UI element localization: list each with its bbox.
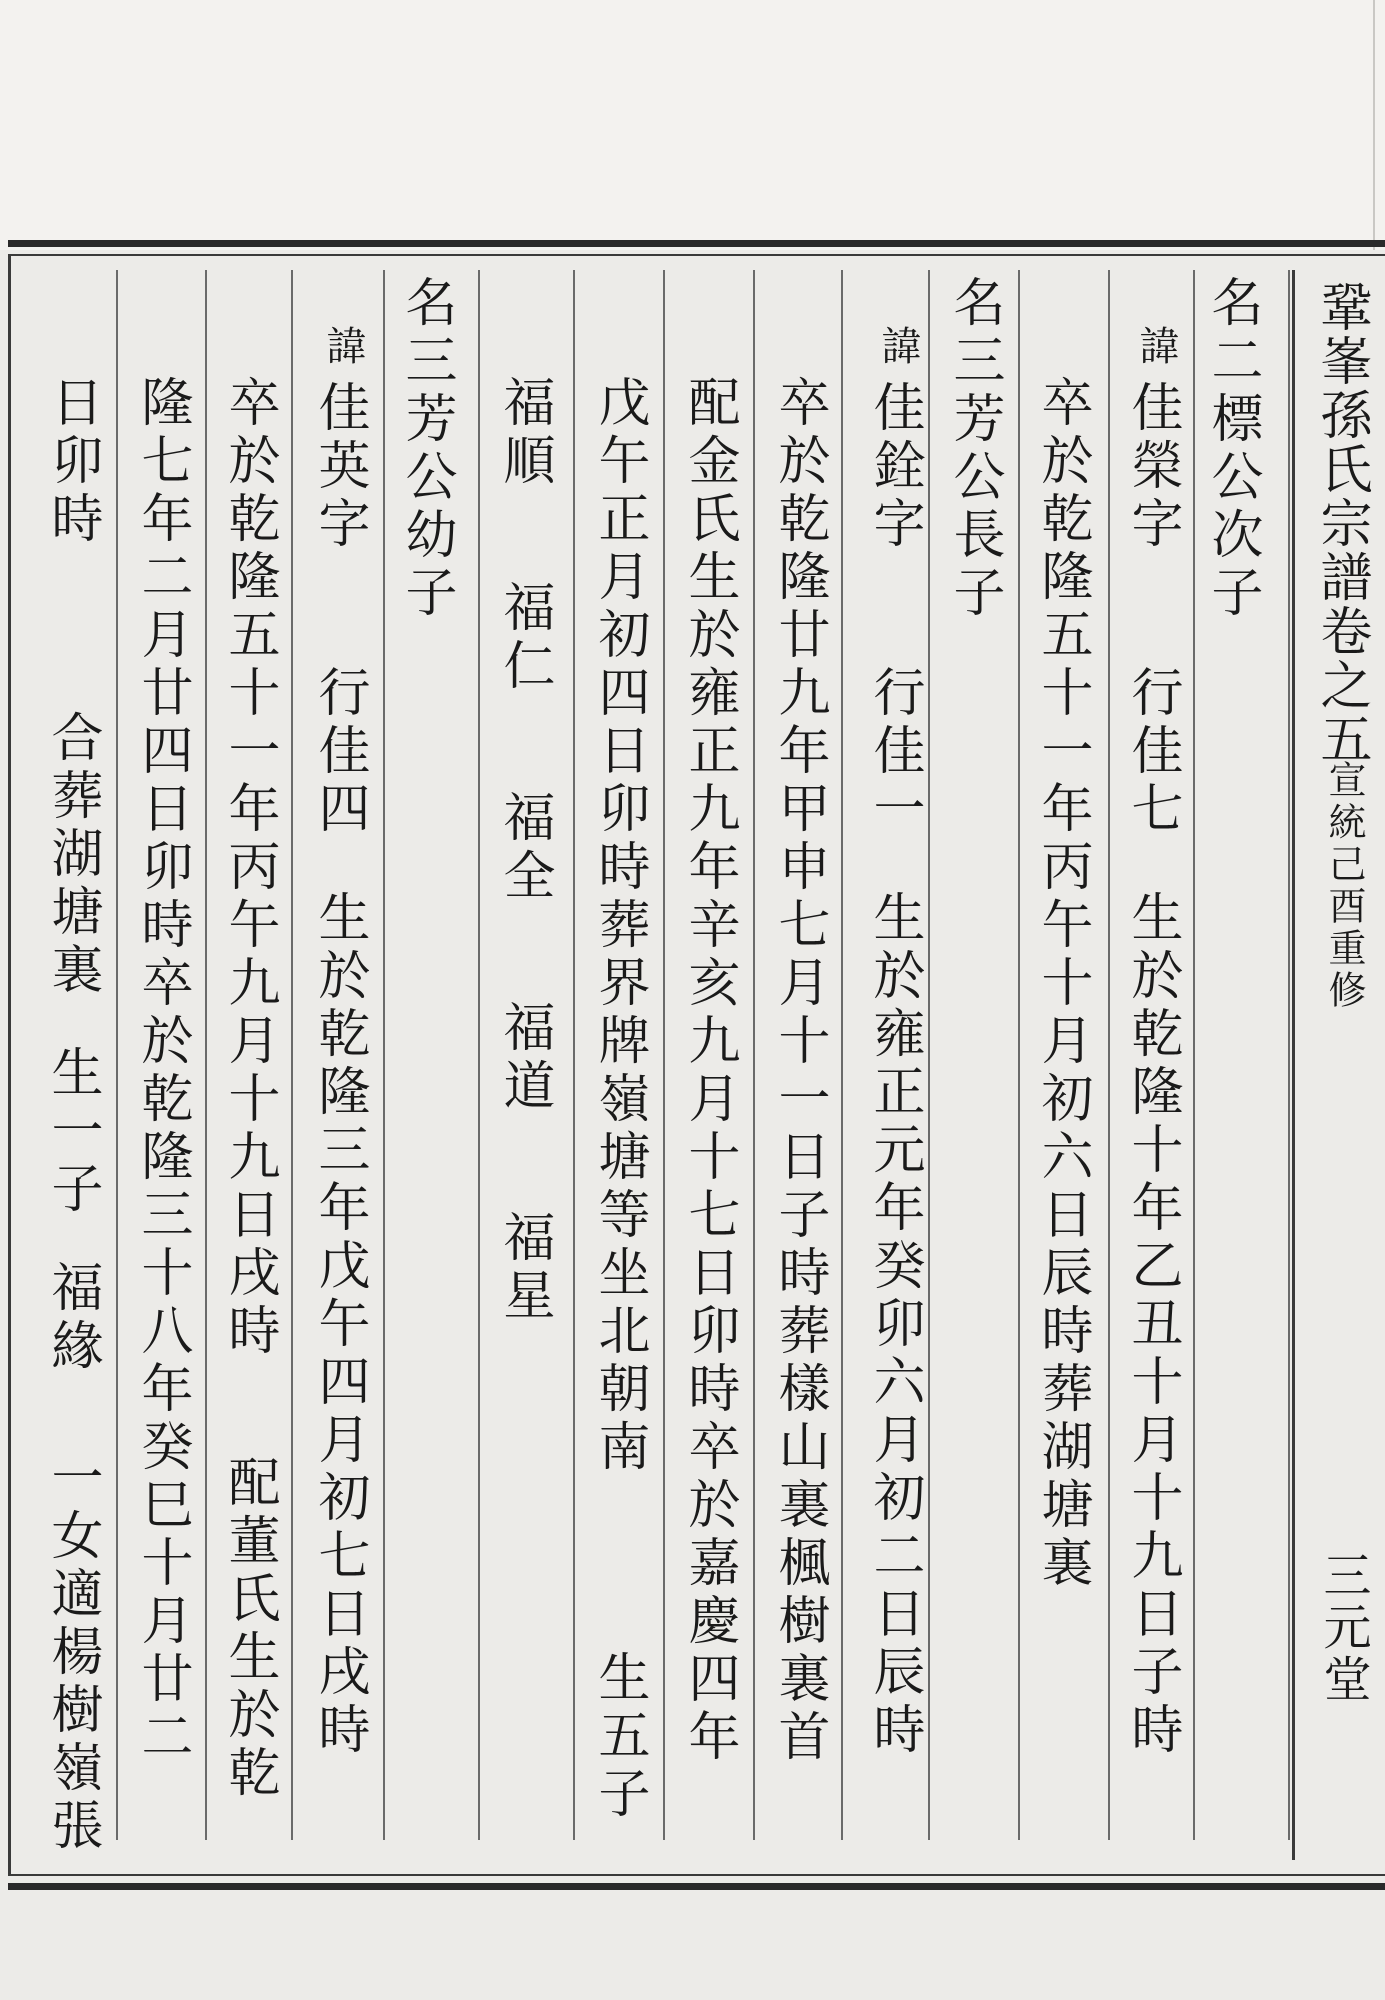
taboo-label: 諱	[875, 325, 921, 371]
spouse-record-continued: 隆七年二月廿四日卯時卒於乾隆三十八年癸巳十月廿二	[132, 375, 192, 1767]
column-divider	[928, 270, 930, 1840]
column-divider	[663, 270, 665, 1840]
upper-page-edge	[0, 0, 1385, 250]
left-border	[8, 254, 11, 1876]
column-divider	[1108, 270, 1110, 1840]
genealogy-title	[1311, 280, 1371, 766]
entry-heading: 名二標公次子	[1202, 275, 1262, 623]
column-divider	[573, 270, 575, 1840]
spouse-record: 配董氏生於乾	[219, 1455, 279, 1803]
personal-name: 佳英字	[309, 380, 369, 554]
taboo-label: 諱	[320, 325, 366, 371]
entry-heading: 名三芳公幼子	[396, 275, 456, 623]
son-name: 福仁	[494, 580, 554, 696]
personal-name: 佳榮字	[1122, 380, 1182, 554]
entry-heading: 名三芳公長子	[944, 275, 1004, 623]
margin-strip	[1292, 270, 1385, 1860]
sons-count: 生五子	[589, 1650, 649, 1824]
son-name: 福全	[494, 790, 554, 906]
death-record: 卒於乾隆廿九年甲申七月十一日子時葬樣山裏楓樹裏首	[769, 375, 829, 1767]
death-time: 日卯時	[42, 375, 102, 549]
top-border-thick	[8, 240, 1385, 247]
burial-record: 戊午正月初四日卯時葬界牌嶺塘等坐北朝南	[589, 375, 649, 1477]
column-divider	[383, 270, 385, 1840]
column-divider	[1193, 270, 1195, 1840]
taboo-label: 諱	[1133, 325, 1179, 371]
top-border-thin	[8, 254, 1385, 256]
birth-record: 生於乾隆三年戊午四月初七日戌時	[309, 890, 369, 1760]
book-title: 鞏峯孫氏宗譜	[1311, 280, 1371, 604]
generation-rank: 行佳四	[309, 665, 369, 839]
birth-record: 生於乾隆十年乙丑十月十九日子時	[1122, 890, 1182, 1760]
death-record: 卒於乾隆五十一年丙午十月初六日辰時葬湖塘裏	[1032, 375, 1092, 1593]
binding-spine	[1373, 0, 1375, 250]
son-name: 福順	[494, 375, 554, 491]
generation-rank: 行佳一	[864, 665, 924, 839]
column-divider	[1018, 270, 1020, 1840]
hall-name: 三元堂	[1315, 1550, 1371, 1706]
volume-number: 卷之五	[1311, 604, 1371, 766]
column-divider	[841, 270, 843, 1840]
column-divider	[753, 270, 755, 1840]
printed-frame	[8, 240, 1385, 1890]
birth-record: 生於雍正元年癸卯六月初二日辰時	[864, 890, 924, 1760]
column-divider	[205, 270, 207, 1840]
column-divider	[291, 270, 293, 1840]
column-divider	[116, 270, 118, 1840]
spouse-record: 配金氏生於雍正九年辛亥九月十七日卯時卒於嘉慶四年	[679, 375, 739, 1767]
personal-name: 佳銓字	[864, 380, 924, 554]
son-name: 福星	[494, 1210, 554, 1326]
bottom-border-thin	[8, 1874, 1385, 1876]
column-divider	[478, 270, 480, 1840]
son-name: 福道	[494, 1000, 554, 1116]
bottom-border-thick	[8, 1883, 1385, 1890]
death-record: 卒於乾隆五十一年丙午九月十九日戌時	[219, 375, 279, 1361]
column-divider	[1288, 270, 1290, 1840]
generation-rank: 行佳七	[1122, 665, 1182, 839]
edition-note: 宣統己酉重修	[1322, 760, 1366, 1012]
son-name: 福緣	[42, 1260, 102, 1376]
joint-burial: 合葬湖塘裏	[42, 710, 102, 1000]
sons-count: 生一子	[42, 1045, 102, 1219]
daughter-record: 一女適楊樹嶺張	[42, 1450, 102, 1856]
